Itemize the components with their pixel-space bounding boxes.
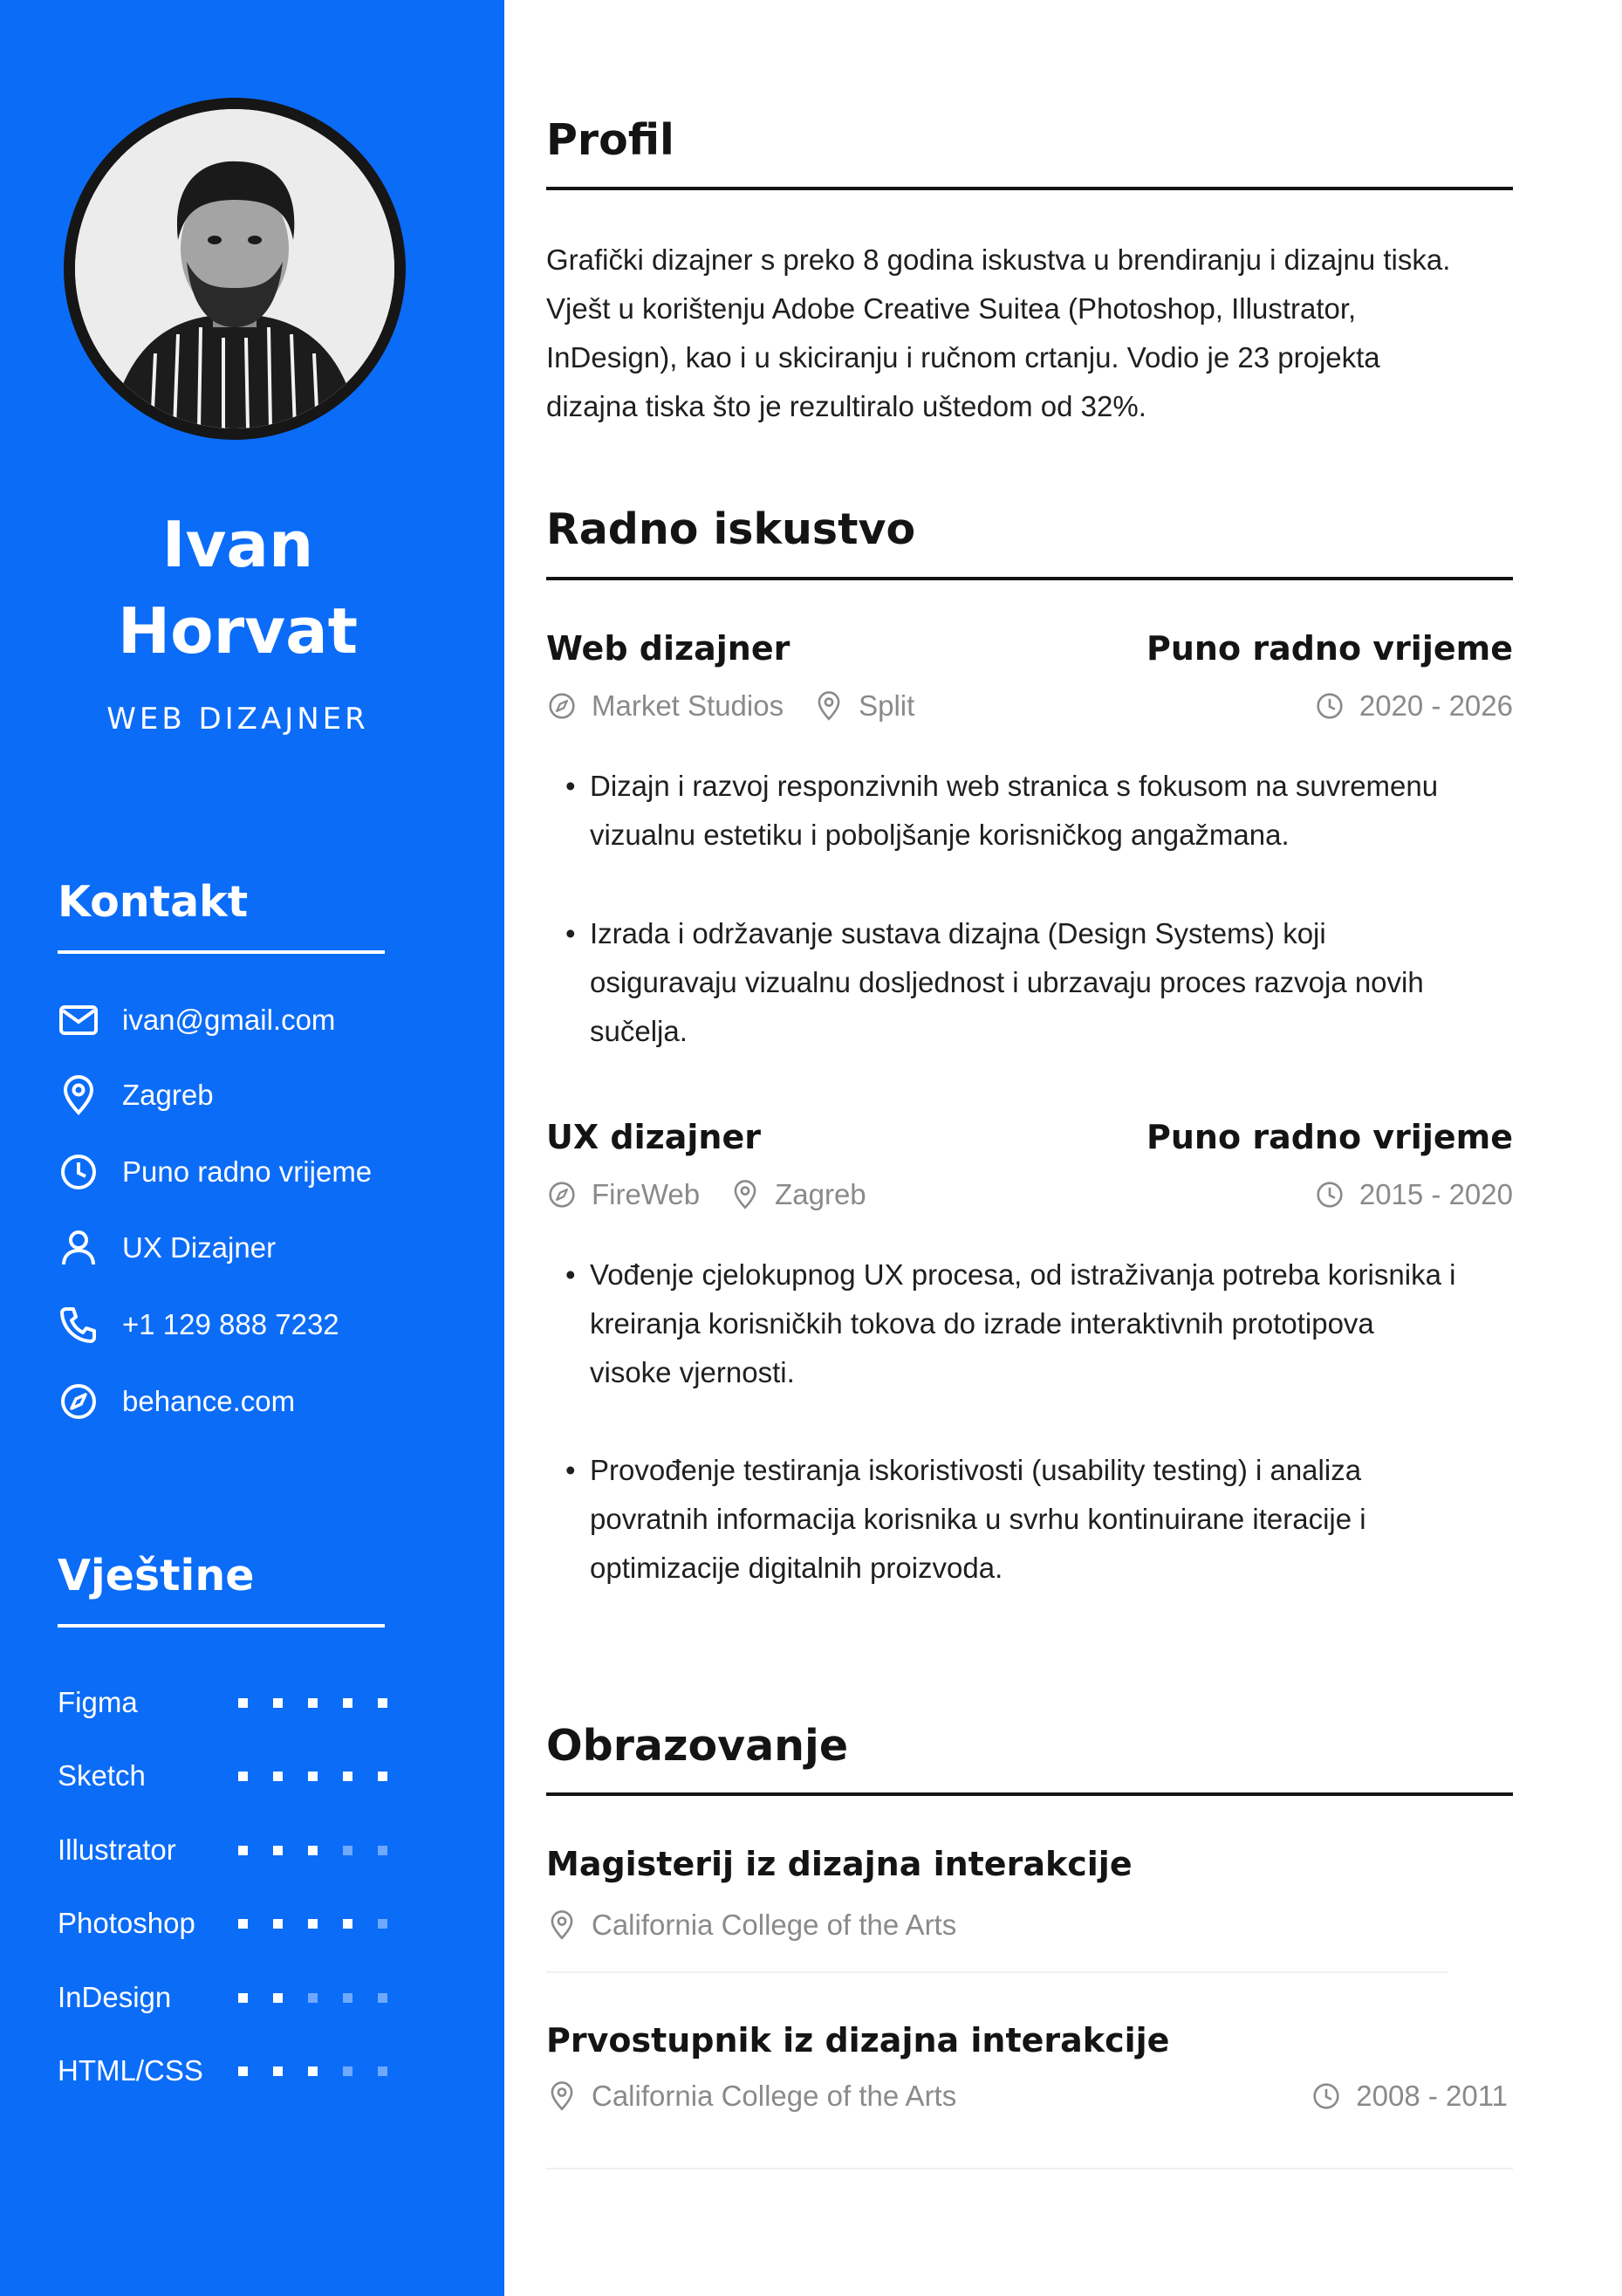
skill-dot-filled	[308, 1698, 318, 1708]
skills-title: Vještine	[58, 1551, 255, 1600]
skill-dot-filled	[308, 1919, 318, 1929]
job-bullet	[565, 762, 1516, 860]
skill-dot-empty	[308, 1993, 318, 2003]
job-dates-text: 2015 - 2020	[1359, 1178, 1513, 1210]
name-last: Horvat	[117, 594, 359, 668]
skill-level-dots	[238, 2066, 387, 2076]
profile-line: dizajna tiska što je rezultiralo uštedom od 32%.	[546, 390, 1146, 422]
education-school: California College of the Arts	[592, 1909, 957, 1941]
main-content	[546, 0, 1513, 2296]
skill-dot-filled	[238, 1846, 248, 1855]
clock-icon	[1314, 1179, 1345, 1210]
skill-dot-filled	[308, 1772, 318, 1781]
education-degree: Prvostupnik iz dizajna interakcije	[546, 2021, 1170, 2060]
job-type: Puno radno vrijeme	[1146, 629, 1513, 668]
skill-row	[58, 1902, 387, 1944]
contact-worktime	[58, 1148, 372, 1196]
sidebar	[0, 0, 504, 2296]
job-bullet	[565, 1446, 1516, 1593]
avatar	[75, 109, 394, 428]
skills-divider	[58, 1624, 385, 1628]
skill-dot-empty	[343, 1846, 352, 1855]
skill-dot-filled	[238, 1993, 248, 2003]
bullet-line: povratnih informacija korisnika u svrhu kontinuirane iteracije i	[590, 1503, 1366, 1535]
contact-website[interactable]	[58, 1377, 295, 1426]
education-title: Obrazovanje	[546, 1721, 849, 1771]
skill-name: Photoshop	[58, 1907, 195, 1939]
skill-dot-filled	[273, 1698, 283, 1708]
skill-dot-filled	[343, 1772, 352, 1781]
clock-icon	[1311, 2080, 1342, 2112]
bullet-line: • Provođenje testiranja iskoristivosti (usability testing) i analiza	[590, 1454, 1362, 1486]
job-location: Zagreb	[775, 1178, 866, 1210]
name-first: Ivan	[161, 508, 314, 581]
user-icon	[58, 1227, 99, 1269]
education-dates-text: 2008 - 2011	[1356, 2080, 1508, 2112]
compass-icon	[546, 1179, 578, 1210]
mail-icon	[58, 999, 99, 1041]
profile-line: InDesign), kao i u skiciranju i ručnom crtanju. Vodio je 23 projekta	[546, 341, 1380, 374]
profile-line: Grafički dizajner s preko 8 godina iskustva u brendiranju i dizajnu tiska.	[546, 243, 1451, 276]
education-meta	[546, 2080, 956, 2113]
contact-title: Kontakt	[58, 877, 249, 927]
skill-level-dots	[238, 1919, 387, 1929]
skill-dot-empty	[378, 2066, 387, 2076]
bullet-line: • Dizajn i razvoj responzivnih web stranica s fokusom na suvremenu	[590, 770, 1439, 802]
education-separator	[546, 1971, 1448, 1973]
bullet-line: • Izrada i održavanje sustava dizajna (Design Systems) koji	[590, 917, 1326, 949]
job-meta	[546, 1178, 866, 1211]
job-meta	[546, 689, 914, 723]
profile-divider	[546, 187, 1513, 190]
education-degree: Magisterij iz dizajna interakcije	[546, 1845, 1133, 1883]
skill-name: HTML/CSS	[58, 2054, 203, 2087]
skill-name: Figma	[58, 1686, 138, 1718]
skill-dot-filled	[238, 1698, 248, 1708]
contact-divider	[58, 950, 385, 954]
job-role: WEB DIZAJNER	[106, 702, 369, 737]
profile-text	[546, 236, 1515, 431]
skill-dot-filled	[273, 1772, 283, 1781]
location-pin-icon	[813, 690, 845, 722]
clock-icon	[58, 1151, 99, 1193]
contact-position	[58, 1223, 276, 1272]
skill-dot-filled	[378, 1772, 387, 1781]
skill-row	[58, 1829, 387, 1871]
skill-dot-empty	[343, 1993, 352, 2003]
bullet-line: osiguravaju vizualnu dosljednost i ubrzavaju proces razvoja novih	[590, 966, 1424, 998]
profile-photo	[64, 98, 406, 440]
contact-location	[58, 1071, 214, 1120]
skill-name: Sketch	[58, 1759, 146, 1792]
skill-dot-filled	[273, 2066, 283, 2076]
contact-email[interactable]	[58, 996, 335, 1045]
skill-dot-filled	[273, 1993, 283, 2003]
job-dates	[1314, 689, 1513, 723]
skill-dot-empty	[343, 2066, 352, 2076]
contact-worktime-text: Puno radno vrijeme	[122, 1155, 373, 1188]
skill-row	[58, 1755, 387, 1797]
contact-email-text: ivan@gmail.com	[122, 1004, 336, 1036]
skill-dot-filled	[273, 1846, 283, 1855]
skill-dot-filled	[238, 2066, 248, 2076]
contact-website-text: behance.com	[122, 1385, 296, 1417]
compass-icon	[58, 1381, 99, 1422]
skill-name: Illustrator	[58, 1833, 176, 1866]
contact-phone[interactable]	[58, 1300, 339, 1349]
skill-dot-filled	[343, 1919, 352, 1929]
skill-dot-filled	[308, 1846, 318, 1855]
skill-row	[58, 2050, 387, 2092]
education-separator	[546, 2168, 1513, 2169]
skill-row	[58, 1977, 387, 2018]
bullet-line: kreiranja korisničkih tokova do izrade interaktivnih prototipova	[590, 1307, 1374, 1340]
skill-dot-empty	[378, 1919, 387, 1929]
skill-dot-empty	[378, 1846, 387, 1855]
location-pin-icon	[58, 1074, 99, 1116]
profile-title: Profil	[546, 115, 674, 165]
job-location: Split	[859, 689, 915, 722]
skill-dot-filled	[308, 2066, 318, 2076]
job-dates	[1314, 1178, 1513, 1211]
skill-dot-filled	[238, 1772, 248, 1781]
skill-dot-empty	[378, 1993, 387, 2003]
compass-icon	[546, 690, 578, 722]
bullet-line: optimizacije digitalnih proizvoda.	[590, 1552, 1003, 1584]
phone-icon	[58, 1304, 99, 1346]
education-school: California College of the Arts	[592, 2080, 957, 2112]
skill-name: InDesign	[58, 1981, 172, 2013]
company-name: Market Studios	[592, 689, 784, 722]
contact-location-text: Zagreb	[122, 1079, 214, 1111]
bullet-line: • Vođenje cjelokupnog UX procesa, od istraživanja potreba korisnika i	[590, 1258, 1456, 1291]
company-name: FireWeb	[592, 1178, 701, 1210]
bullet-line: vizualnu estetiku i poboljšanje korisničkog angažmana.	[590, 819, 1290, 851]
contact-position-text: UX Dizajner	[122, 1231, 277, 1264]
job-title: UX dizajner	[546, 1118, 761, 1156]
portrait-illustration	[75, 109, 394, 428]
job-title: Web dizajner	[546, 629, 790, 668]
skill-dot-filled	[378, 1698, 387, 1708]
experience-divider	[546, 577, 1513, 580]
education-divider	[546, 1792, 1513, 1796]
bullet-line: sučelja.	[590, 1015, 688, 1047]
skill-level-dots	[238, 1846, 387, 1855]
contact-phone-text: +1 129 888 7232	[122, 1308, 339, 1340]
location-pin-icon	[546, 1909, 578, 1941]
education-meta	[546, 1909, 956, 1942]
skill-level-dots	[238, 1772, 387, 1781]
location-pin-icon	[546, 2080, 578, 2112]
bullet-line: visoke vjernosti.	[590, 1356, 795, 1388]
skill-level-dots	[238, 1698, 387, 1708]
location-pin-icon	[729, 1179, 761, 1210]
skill-level-dots	[238, 1993, 387, 2003]
skill-dot-filled	[238, 1919, 248, 1929]
education-dates	[1311, 2080, 1508, 2113]
skill-row	[58, 1682, 387, 1724]
job-bullet	[565, 1251, 1516, 1397]
skill-dot-filled	[343, 1698, 352, 1708]
job-type: Puno radno vrijeme	[1146, 1118, 1513, 1156]
experience-title: Radno iskustvo	[546, 504, 916, 554]
job-dates-text: 2020 - 2026	[1359, 689, 1513, 722]
job-bullet	[565, 909, 1516, 1056]
clock-icon	[1314, 690, 1345, 722]
skill-dot-filled	[273, 1919, 283, 1929]
profile-line: Vješt u korištenju Adobe Creative Suitea (Photoshop, Illustrator,	[546, 292, 1357, 325]
